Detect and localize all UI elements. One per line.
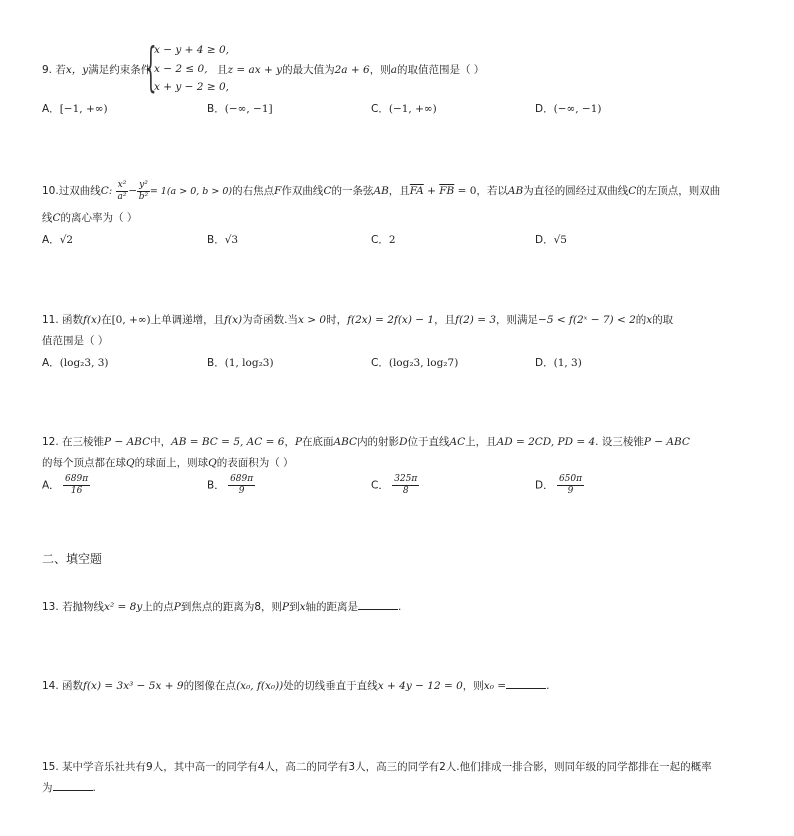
- question-10-stem: 10.过双曲线C: $\frac{\text{x²}}{\text{a²}}$ − $\frac{\text{y²}}{\text{b²}}$ = 1(a > 0, b > 0)的右焦点F作双曲线C的一条弦AB，且$\overline{FA} + \overline{FB} = 0$，若以AB为直径的圆经过双曲线C的左顶点，则双曲: [42, 179, 721, 202]
- option-d[interactable]: D．√5: [535, 234, 567, 246]
- question-9-stem: 9. 若x，y满足约束条件: [42, 64, 152, 76]
- question-15-stem: 15. 某中学音乐社共有9人，其中高一的同学有4人，高二的同学有3人，高三的同学有2人.他们排成一排合影，则同年级的同学都排在一起的概率: [42, 761, 712, 773]
- option-c[interactable]: C．2: [371, 234, 396, 246]
- option-d[interactable]: D．(−∞, −1): [535, 103, 602, 115]
- question-14-stem: 14. 函数f(x) = 3x³ − 5x + 9的图像在点(x₀, f(x₀))处的切线垂直于直线x + 4y − 12 = 0，则x₀ = .: [42, 680, 550, 692]
- option-c[interactable]: C．(−1, +∞): [371, 103, 437, 115]
- option-b[interactable]: B．(1, log₂3): [207, 357, 274, 369]
- answer-blank[interactable]: [53, 780, 93, 791]
- option-c[interactable]: C．(log₂3, log₂7): [371, 357, 459, 369]
- option-d[interactable]: D．(1, 3): [535, 357, 582, 369]
- constraint-3: x + y − 2 ≥ 0,: [154, 81, 229, 93]
- question-12-stem: 12. 在三棱锥P − ABC中，AB = BC = 5, AC = 6，P在底面ABC内的射影D位于直线AC上，且AD = 2CD, PD = 4. 设三棱锥P − ABC: [42, 436, 690, 448]
- option-d[interactable]: D． $\frac{650\pi}{9}$: [535, 474, 583, 496]
- option-c[interactable]: C． $\frac{325\pi}{8}$: [371, 474, 418, 496]
- question-11-stem-2: 值范围是（ ）: [42, 335, 109, 347]
- option-b[interactable]: B． $\frac{689\pi}{9}$: [207, 474, 254, 496]
- question-13-stem: 13. 若抛物线x² = 8y上的点P到焦点的距离为8，则P到x轴的距离是 .: [42, 601, 402, 613]
- constraint-1: x − y + 4 ≥ 0,: [154, 44, 229, 56]
- section-heading: 二、填空题: [42, 552, 103, 566]
- option-a[interactable]: A． $\frac{689\pi}{16}$: [42, 474, 89, 496]
- question-12-stem-2: 的每个顶点都在球Q的球面上，则球Q的表面积为（ ）: [42, 457, 294, 469]
- question-15-stem-2: 为 .: [42, 782, 96, 794]
- option-a[interactable]: A．(log₂3, 3): [42, 357, 109, 369]
- constraint-2: x − 2 ≤ 0,: [154, 63, 208, 75]
- option-b[interactable]: B．(−∞, −1]: [207, 103, 273, 115]
- question-11-stem: 11. 函数f(x)在[0, +∞)上单调递增，且f(x)为奇函数.当x > 0时，f(2x) = 2f(x) − 1，且f(2) = 3，则满足−5 < f(2ˣ − 7) < 2的x的取: [42, 314, 674, 326]
- option-a[interactable]: A．√2: [42, 234, 74, 246]
- brace-symbol: {: [145, 38, 157, 98]
- option-a[interactable]: A．[−1, +∞): [42, 103, 108, 115]
- question-10-stem-2: 线C的离心率为（ ）: [42, 212, 138, 224]
- option-b[interactable]: B．√3: [207, 234, 239, 246]
- question-9-stem-2: 且z = ax + y的最大值为2a + 6，则a的取值范围是（ ）: [217, 64, 485, 76]
- answer-blank[interactable]: [506, 678, 546, 689]
- answer-blank[interactable]: [358, 599, 398, 610]
